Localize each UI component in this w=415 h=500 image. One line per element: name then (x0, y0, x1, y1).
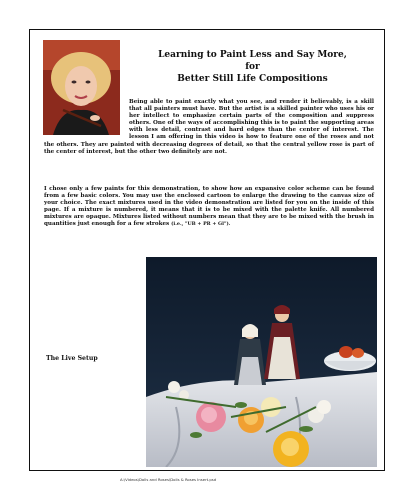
materials-paragraph (44, 186, 374, 229)
title-line-2: for (245, 62, 260, 72)
setup-caption: The Live Setup (46, 355, 98, 362)
file-path-note: A:\Videos\Dolls and Roses\Dolls & Roses Insert.psd (120, 477, 217, 482)
page-frame (29, 29, 385, 471)
title-line-3: Better Still Life Compositions (177, 74, 328, 84)
title-line-1: Learning to Paint Less and Say More, (158, 50, 347, 60)
materials-paragraph-block (44, 186, 374, 229)
materials-paragraph-text: I chose only a few paints for this demonstration, to show how an expansive color scheme can be found from a few basic colors. You may use the enclosed cartoon to enlarge the drawing to the canvas size of your choice. The exact mixtures used in the video demonstration are listed for you on the inside of this page. If a mixture is numbered, it means that it is to be mixed with the palette knife. All numbered mixtures are opaque. Mixtures listed without numbers mean that they are to be mixed with the brush in quantities just enough for a few strokes (44, 186, 374, 228)
page-title (140, 49, 365, 85)
live-setup-photo (146, 257, 377, 467)
intro-paragraph-block (44, 99, 374, 156)
intro-paragraph: Being able to paint exactly what you see, and render it believably, is a skill that all painters must have. But the artist is a skilled painter who uses his or her intellect to emphasize certain parts of the composition and suppress others. One of the ways of accomplishing this is to paint the supporting areas with less detail, contrast and hard edges than the center of interest. The lesson I am offering in this video is how to feature one of the roses and not the others. They are painted with decreasing degrees of detail, so that the central yellow rose is part of the center of interest, but the other two definitely are not. (44, 99, 374, 155)
materials-paragraph-example: (i.e., "UB + PR + Gl"). (171, 221, 231, 228)
